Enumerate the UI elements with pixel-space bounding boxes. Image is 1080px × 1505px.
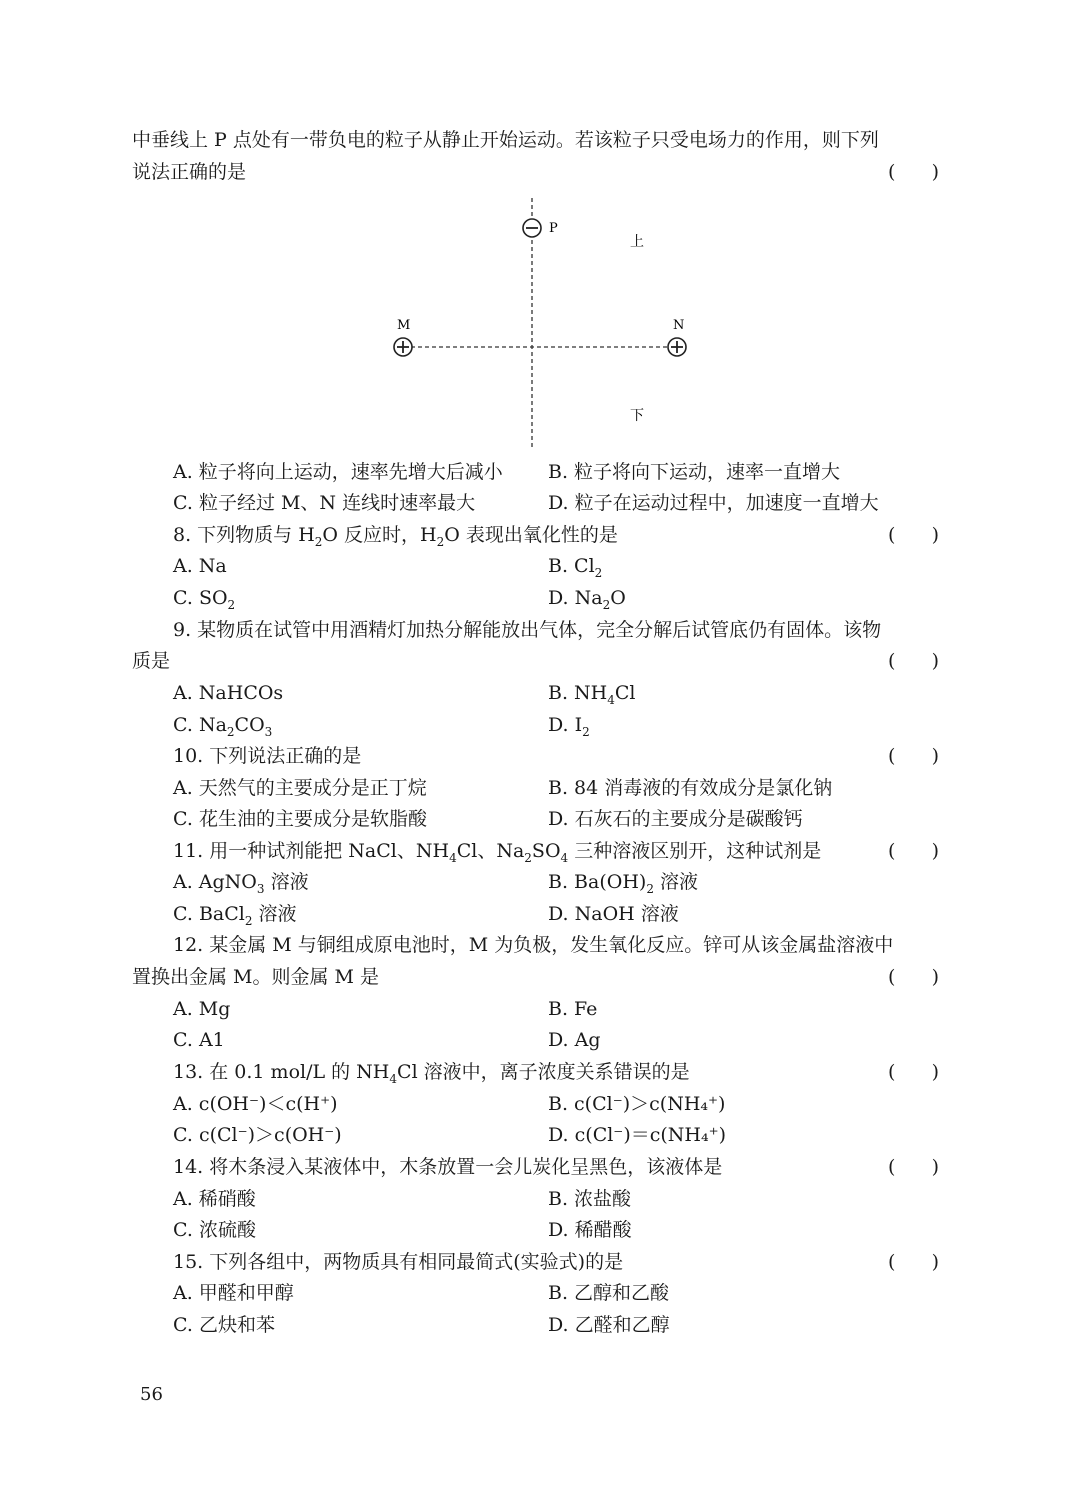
q10-option-b: B. 84 消毒液的有效成分是氯化钠: [548, 777, 833, 799]
q12-option-b: B. Fe: [548, 998, 598, 1020]
q13-option-c: C. c(Cl⁻)＞c(OH⁻): [173, 1124, 342, 1146]
q11-option-b: B. $Ba(OH)_2$ 溶液: [548, 871, 698, 896]
q13-stem: 13. 在 0.1 mol/L 的 $NH_4Cl$ 溶液中，离子浓度关系错误的是: [173, 1061, 690, 1086]
q15-option-d: D. 乙醛和乙醇: [548, 1314, 670, 1336]
answer-paren: ( ): [888, 650, 940, 672]
label-up: 上: [630, 234, 644, 250]
q11-option-a: A. AgNO$_3$ 溶液: [173, 871, 309, 896]
q10-option-d: D. 石灰石的主要成分是碳酸钙: [548, 808, 803, 830]
q9-option-b: B. $NH_4Cl$: [548, 682, 636, 707]
q9-option-c: C. $Na_2CO_3$: [173, 714, 273, 739]
q14-option-b: B. 浓盐酸: [548, 1188, 632, 1210]
answer-paren: ( ): [888, 1061, 940, 1083]
q15-stem: 15. 下列各组中，两物质具有相同最简式(实验式)的是: [173, 1251, 624, 1273]
q11-option-d: D. NaOH 溶液: [548, 903, 679, 925]
q12-option-a: A. Mg: [173, 998, 231, 1020]
q12-option-c: C. A1: [173, 1029, 225, 1051]
q7-option-b: B. 粒子将向下运动，速率一直增大: [548, 461, 841, 483]
q14-option-a: A. 稀硝酸: [173, 1188, 256, 1210]
q15-option-c: C. 乙炔和苯: [173, 1314, 275, 1336]
q7-option-d: D. 粒子在运动过程中，加速度一直增大: [548, 492, 879, 514]
q9-option-a: A. NaHCOs: [173, 682, 284, 704]
question-7-stem-line2: 说法正确的是: [132, 161, 247, 183]
q14-stem: 14. 将木条浸入某液体中，木条放置一会儿炭化呈黑色，该液体是: [173, 1156, 723, 1178]
q13-option-b: B. c(Cl⁻)＞c(NH₄⁺): [548, 1093, 726, 1115]
q10-option-c: C. 花生油的主要成分是软脂酸: [173, 808, 427, 830]
q10-stem: 10. 下列说法正确的是: [173, 745, 362, 767]
q9-stem-line2: 质是: [132, 650, 171, 672]
q15-option-a: A. 甲醛和甲醇: [173, 1282, 294, 1304]
q7-option-c: C. 粒子经过 M、N 连线时速率最大: [173, 492, 476, 514]
answer-paren: ( ): [888, 161, 940, 183]
q14-option-d: D. 稀醋酸: [548, 1219, 632, 1241]
q12-option-d: D. Ag: [548, 1029, 601, 1051]
q8-option-c: C. $SO_2$: [173, 587, 236, 612]
q8-option-d: D. $Na_2O$: [548, 587, 626, 612]
label-down: 下: [630, 408, 644, 424]
answer-paren: ( ): [888, 840, 940, 862]
q8-option-b: B. $Cl_2$: [548, 555, 603, 580]
q12-stem-line1: 12. 某金属 M 与铜组成原电池时，M 为负极，发生氧化反应。锌可从该金属盐溶液中: [173, 934, 894, 956]
label-n: N: [673, 318, 685, 333]
label-p: P: [549, 221, 558, 236]
q13-option-d: D. c(Cl⁻)＝c(NH₄⁺): [548, 1124, 727, 1146]
label-m: M: [397, 318, 411, 333]
q10-option-a: A. 天然气的主要成分是正丁烷: [173, 777, 427, 799]
answer-paren: ( ): [888, 745, 940, 767]
electric-field-figure: [360, 190, 685, 450]
answer-paren: ( ): [888, 1251, 940, 1273]
q9-stem-line1: 9. 某物质在试管中用酒精灯加热分解能放出气体，完全分解后试管底仍有固体。该物: [173, 619, 882, 641]
page-number: 56: [140, 1384, 163, 1405]
q11-option-c: C. BaCl$_2$ 溶液: [173, 903, 297, 928]
q11-stem: 11. 用一种试剂能把 NaCl、$NH_4Cl$、$Na_2SO_4$ 三种溶液区别开，这种试剂是: [173, 840, 822, 865]
q14-option-c: C. 浓硫酸: [173, 1219, 256, 1241]
answer-paren: ( ): [888, 1156, 940, 1178]
q8-stem: 8. 下列物质与 $H_2O$ 反应时，$H_2O$ 表现出氧化性的是: [173, 524, 618, 549]
question-7-stem-line1: 中垂线上 P 点处有一带负电的粒子从静止开始运动。若该粒子只受电场力的作用，则下列: [132, 129, 879, 151]
answer-paren: ( ): [888, 966, 940, 988]
q7-option-a: A. 粒子将向上运动，速率先增大后减小: [173, 461, 503, 483]
q8-option-a: A. Na: [173, 555, 227, 577]
q9-option-d: D. $I_2$: [548, 714, 590, 739]
q12-stem-line2: 置换出金属 M。则金属 M 是: [132, 966, 380, 988]
q13-option-a: A. c(OH⁻)＜c(H⁺): [173, 1093, 338, 1115]
q15-option-b: B. 乙醇和乙酸: [548, 1282, 670, 1304]
answer-paren: ( ): [888, 524, 940, 546]
